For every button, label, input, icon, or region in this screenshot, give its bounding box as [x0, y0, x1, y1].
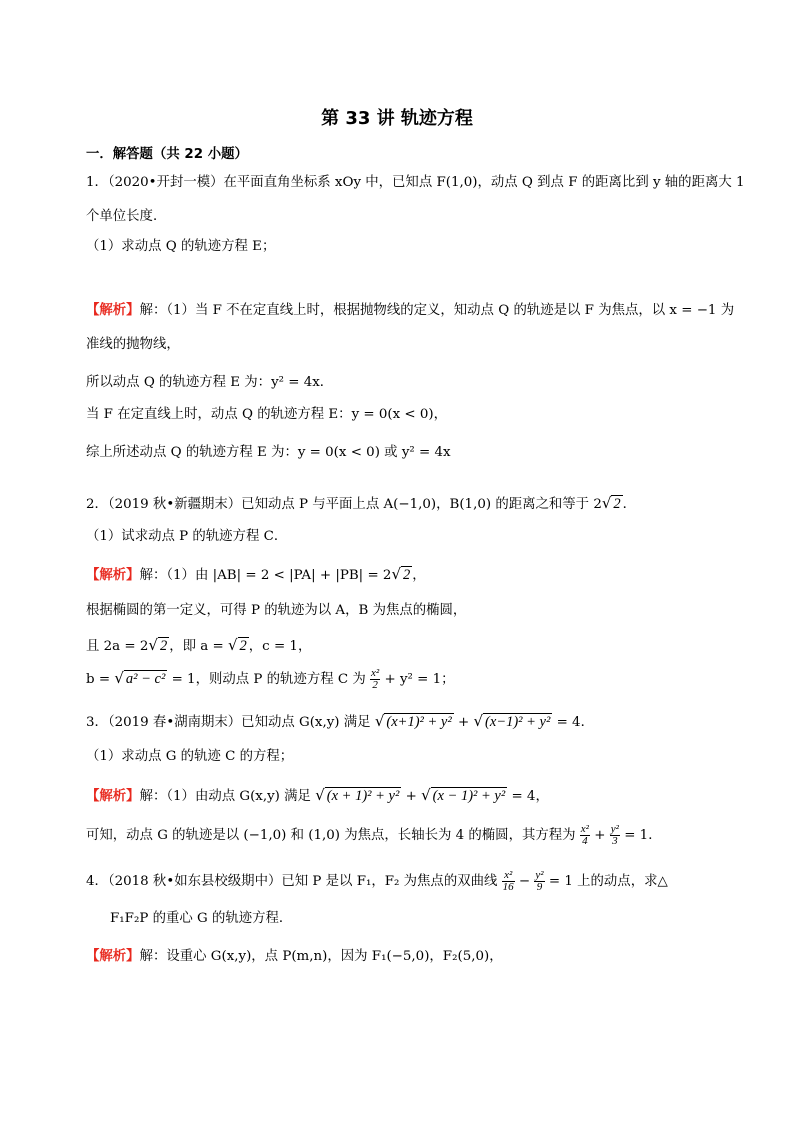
fraction: $\frac{\text{x²}}{16}$	[502, 869, 514, 893]
q3-part-1: （1）求动点 G 的轨迹 C 的方程；	[86, 749, 294, 764]
q1-solution-line-2: 准线的抛物线，	[86, 337, 180, 352]
q2-solution-line-3: 且 2a = 2√ 2 ，即 a = √ 2 ，c = 1，	[86, 636, 312, 654]
fraction: $\frac{\text{y²}}{9}$	[535, 869, 544, 893]
solution-tag: 【解析】	[86, 303, 140, 318]
q2-text-line-1: 2．（2019 秋•新疆期末）已知动点 P 与平面上点 A(−1,0)，B(1,0) 的距离之和等于 2√ 2 ．	[86, 494, 637, 512]
q1-solution-line-4: 当 F 在定直线上时，动点 Q 的轨迹方程 E：y = 0(x < 0)，	[86, 407, 448, 422]
fraction: $\frac{\text{y²}}{3}$	[610, 823, 619, 847]
q4-solution-line-1: 【解析】解：设重心 G(x,y)，点 P(m,n)，因为 F₁(−5,0)，F₂(5,0)，	[86, 949, 503, 964]
q4-text-line-2: F₁F₂P 的重心 G 的轨迹方程．	[110, 911, 293, 926]
solution-tag: 【解析】	[86, 568, 140, 583]
q4-text-line-1: 4．（2018 秋•如东县校级期中）已知 P 是以 F₁，F₂ 为焦点的双曲线 $\frac{\text{x²}}{16}$ − $\frac{\text{y²}}{9}$ = 1 上的动点，求△	[86, 869, 668, 893]
fraction: $\frac{\text{x²}}{4}$	[580, 823, 589, 847]
q1-solution-line-5: 综上所述动点 Q 的轨迹方程 E 为：y = 0(x < 0) 或 y² = 4x	[86, 445, 451, 460]
q1-part-1: （1）求动点 Q 的轨迹方程 E；	[86, 239, 276, 254]
q1-text-line-1: 1．（2020•开封一模）在平面直角坐标系 xOy 中，已知点 F(1,0)，动点 Q 到点 F 的距离比到 y 轴的距离大 1	[86, 175, 745, 190]
solution-tag: 【解析】	[86, 949, 140, 964]
q3-text-line-1: 3．（2019 春•湖南期末）已知动点 G(x,y) 满足 √ (x+1)² + y² + √ (x−1)² + y² = 4．	[86, 712, 594, 730]
page-title: 第 33 讲 轨迹方程	[321, 108, 473, 129]
fraction: $\frac{\text{x²}}{2}$	[371, 667, 380, 691]
section-heading: 一．解答题（共 22 小题）	[86, 147, 248, 162]
q3-solution-line-1: 【解析】解：（1）由动点 G(x,y) 满足 √ (x + 1)² + y² + √ (x − 1)² + y² = 4，	[86, 786, 549, 804]
q2-solution-line-2: 根据椭圆的第一定义，可得 P 的轨迹为以 A，B 为焦点的椭圆，	[86, 603, 467, 618]
q1-solution-line-3: 所以动点 Q 的轨迹方程 E 为：y² = 4x．	[86, 375, 334, 390]
q2-solution-line-1: 【解析】解：（1）由 |AB| = 2 < |PA| + |PB| = 2√ 2 ，	[86, 565, 426, 583]
q3-solution-line-2: 可知，动点 G 的轨迹是以 (−1,0) 和 (1,0) 为焦点，长轴长为 4 的椭圆，其方程为 $\frac{\text{x²}}{4}$ + $\frac{\text{y²}}{3}$ = 1．	[86, 823, 662, 847]
q2-part-1: （1）试求动点 P 的轨迹方程 C．	[86, 529, 288, 544]
q1-solution-line-1: 【解析】解：（1）当 F 不在定直线上时，根据抛物线的定义，知动点 Q 的轨迹是以 F 为焦点，以 x = −1 为	[86, 303, 735, 318]
q1-text-line-2: 个单位长度．	[86, 209, 167, 224]
solution-tag: 【解析】	[86, 789, 140, 804]
q2-solution-line-4: b = √ a² − c² = 1，则动点 P 的轨迹方程 C 为 $\frac{\text{x²}}{2}$ + y² = 1；	[86, 667, 455, 691]
